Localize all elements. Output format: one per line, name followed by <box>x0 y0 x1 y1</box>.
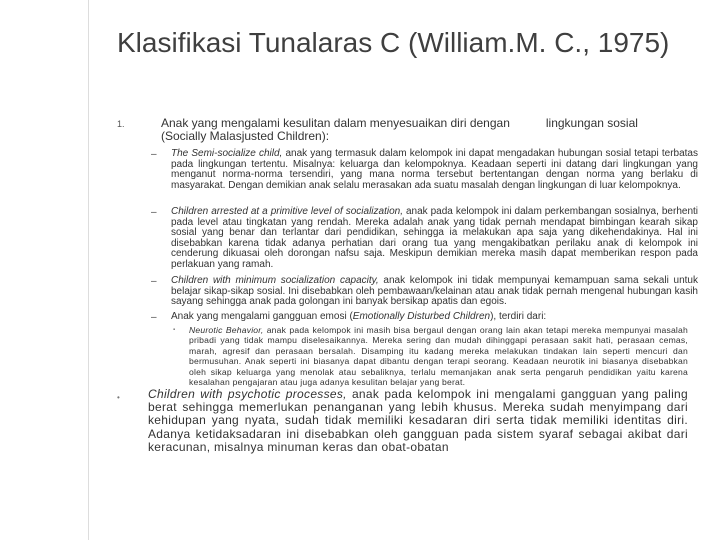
left-margin-rule <box>88 0 89 540</box>
round-bullet-icon: • <box>117 393 120 402</box>
subitem-emotionally-disturbed <box>171 312 698 323</box>
subsub-text: anak pada kelompok ini masih bisa bergaul dengan orang lain akan tetapi mereka mempunyai masalah pribadi yang tidak mampu diselesaikannya. Mereka sering dan mudah dihinggapi perasaan sakit hati, perasaan cemas, marah, agresif dan perasaan bersalah. Disamping itu kadang mereka melakukan tindakan lain seperti mencuri dan bermusuhan. Anak seperti ini biasanya dapat dibantu dengan terapi seorang. Keadaan neurotik ini biasanya disebabkan oleh sikap keluarga yang menolak atau sebaliknya, terlalu memanjakan anak serta pengaruh pendidikan yaitu karena kesalahan pengajaran atau juga adanya kesulitan belajar yang berat. <box>189 325 689 388</box>
dash-marker: – <box>151 207 157 218</box>
item-text: anak pada kelompok ini mengalami gangguan yang paling berat sehingga memerlukan penanganan yang lebih khusus. Mereka sudah menyimpang dari kehidupan yang nyata, sudah tidak memiliki kesadaran diri serta tidak memiliki identitas diri. Adanya ketidaksadaran ini disebabkan oleh gangguan pada sistem syaraf sebagai akibat dari keracunan, misalnya minuman keras dan obat-obatan <box>148 387 688 454</box>
subitem-text-pre: Anak yang mengalami gangguan emosi ( <box>171 311 353 322</box>
subitem-term: The Semi-socialize child, <box>171 148 283 159</box>
subsub-term: Neurotic Behavior, <box>189 325 264 335</box>
subsub-neurotic-behavior <box>189 325 688 387</box>
subitem-text-post: ), terdiri dari: <box>490 311 547 322</box>
item-psychotic-processes <box>148 388 688 454</box>
slide-title: Klasifikasi Tunalaras C (William.M. C., 1975) <box>117 27 670 58</box>
subitem-arrested-primitive <box>171 207 698 271</box>
subitem-term: Children with minimum socialization capacity, <box>171 275 379 286</box>
item-number: 1. <box>117 119 125 129</box>
item-1-text-a: Anak yang mengalami kesulitan dalam menyesuaikan diri dengan <box>161 116 510 130</box>
subitem-semi-socialize <box>171 149 698 191</box>
subitem-text: anak yang termasuk dalam kelompok ini dapat mengadakan hubungan sosial tetapi terbatas pada lingkungan tertentu. Misalnya: keluarga dan kelompoknya. Keadaan seperti ini datang dari lingkungan yang menganut norma-norma tersendiri, yang mana norma tersebut bertentangan dengan norma yang berlaku di masyarakat. Dengan demikian anak selalu merasakan ada suatu masalah dengan lingkungan di luar kelompoknya. <box>171 148 698 191</box>
subitem-term: Children arrested at a primitive level of socialization, <box>171 206 403 217</box>
item-term: Children with psychotic processes, <box>148 387 347 401</box>
dash-marker: – <box>151 276 157 287</box>
square-bullet-icon: ▪ <box>173 327 176 333</box>
item-1-text-b: lingkungan sosial <box>545 116 638 130</box>
subitem-text: anak kelompok ini tidak mempunyai kemampuan sama sekali untuk belajar sikap-sikap sosial. Ini disebabkan oleh pembawaan/kelainan atau anak tidak pernah mengenal hubungan kasih sayang sehingga anak pada golongan ini banyak bersikap apatis dan egois. <box>171 275 698 308</box>
item-1-text <box>161 117 706 143</box>
subitem-minimum-socialization <box>171 276 698 308</box>
dash-marker: – <box>151 149 157 160</box>
subitem-text: anak pada kelompok ini dalam perkembangan sosialnya, berhenti pada level atau tingkatan yang rendah. Mereka adalah anak yang tidak pernah mendapat bimbingan kearah sikap sosial yang benar dan terlantar dari pendidikan, sehingga ia melakukan apa saja yang dikehendakinya. Hal ini disebabkan karena tidak adanya perhatian dari orang tua yang mengakibatkan perilaku anak di kelompok ini cenderung dikuasai oleh dorongan nafsu saja. Meskipun demikian mereka masih dapat memberikan respon pada perlakuan yang ramah. <box>171 206 698 270</box>
dash-marker: – <box>151 312 157 323</box>
item-1-text-c: (Socially Malasjusted Children): <box>161 129 330 143</box>
subitem-term: Emotionally Disturbed Children <box>352 311 491 322</box>
